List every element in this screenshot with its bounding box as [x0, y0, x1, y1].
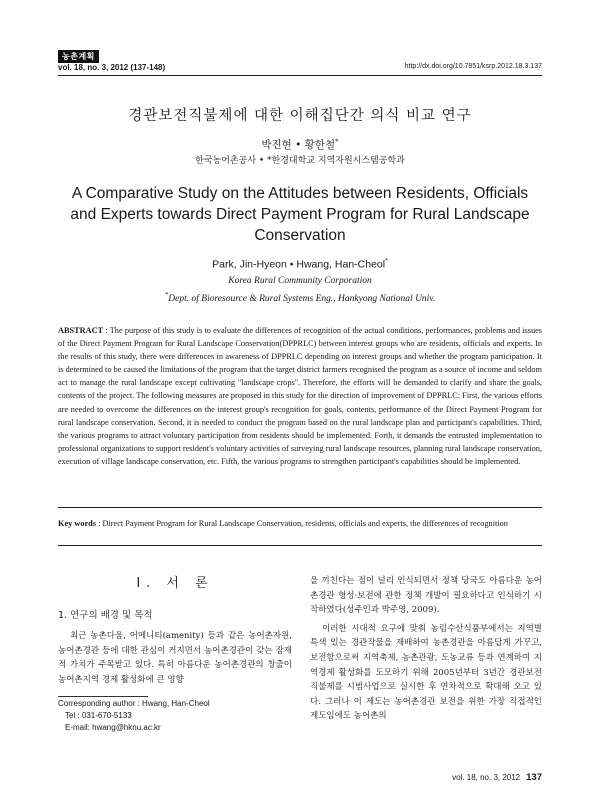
volume-info: vol. 18, no. 3, 2012 (137-148)	[58, 63, 166, 72]
affiliation-korean: 한국농어촌공사 • *한경대학교 지역자원시스템공학과	[195, 156, 405, 166]
keywords-text: : Direct Payment Program for Rural Landscape Conservation, residents, officials and experts, the differences of recognition	[98, 519, 508, 528]
author-email[interactable]: E-mail: hwang@hknu.ac.kr	[65, 722, 161, 732]
footnote	[58, 698, 298, 733]
department-english: *Dept. of Bioresource & Rural Systems Eng., Hankyong National Univ.	[164, 291, 436, 305]
right-column	[310, 574, 542, 724]
keywords	[58, 517, 542, 530]
body-paragraph-right-1: 을 끼친다는 점이 널리 인식되면서 정책 당국도 아름다운 농어촌경관 형성·보전에 관한 정책 개발이 필요하다고 인식하기 시작하였다(성주인과 박주영, 2009).	[310, 576, 542, 616]
body-paragraph-left: 최근 농촌다움, 어메니티(amenity) 등과 같은 농어촌자원, 농어촌경관 등에 대한 관심이 커지면서 농어촌경관이 갖는 잠재적 가치가 주목받고 있다. 특히 아름다운 농어촌경관의 창출이 농어촌지역 경제 활성화에 큰 영향	[58, 631, 292, 685]
header-rule	[58, 75, 542, 76]
left-column	[58, 562, 292, 687]
authors-korean: 박진현 • 황한철*	[261, 137, 339, 151]
body-paragraph-right-2: 이러한 시대적 요구에 맞춰 농림수산식품부에서는 지역별 특색 있는 경관작물을 재배하여 농촌경관을 아름답게 가꾸고, 보전함으로써 지역축제, 농촌관광, 도농교류 등과 연계하여 지역경제 활성화를 도모하기 위해 2005년부터 3년간 경관보전직불제를 시범사업으로 실시한 후 연차적으로 확대해 오고 있다. 그러나 이 제도는 농어촌경관 보전을 위한 가장 직접적인 제도임에도 농어촌의	[310, 623, 542, 722]
section-heading: I. 서 론	[136, 576, 214, 591]
footer-journal: vol. 18, no. 3, 2012	[452, 773, 521, 782]
keywords-rule	[58, 545, 542, 546]
doi-link[interactable]: http://dx.doi.org/10.7851/ksrp.2012.18.3.137	[404, 63, 542, 70]
authors-korean-mark: *	[335, 137, 339, 146]
department-english-mark: *	[164, 291, 169, 299]
organization-english: Korea Rural Community Corporation	[228, 276, 372, 286]
abstract-rule	[58, 507, 542, 508]
authors-english: Park, Jin-Hyeon • Hwang, Han-Cheol*	[212, 258, 388, 271]
footnote-rule	[58, 696, 148, 697]
keywords-label: Key words	[58, 519, 97, 528]
title-english: A Comparative Study on the Attitudes between Residents, Officials and Experts towards Direct Payment Program for Rural Landscape Conservation	[70, 185, 530, 244]
subsection-heading: 1. 연구의 배경 및 목적	[58, 610, 153, 621]
journal-badge: 농촌계획	[58, 50, 99, 63]
abstract-text: : The purpose of this study is to evaluate the differences of recognition of the actual conditions, performances, problems and issues of the Direct Payment Program for Rural Landscape Conservation(DPPRLC) between interest groups who are residents, officials and experts. In the results of this study, there were differences in awareness of DPPRLC depending on interest groups and whether the program participation. It is determined to be caused the limitations of the program that the target district farmers recognised the program as a source of income and seldom act to manage the rural landscape except cultivating "landscape crops". Therefore, the efforts will be demanded to clarify and share the goals, contents of the project. The following measures are proposed in this study for the direction of improvement of DPPRLC: First, the various efforts are needed to overcome the differences on the interest group's recognition for goals, contents, performance of the Direct Payment Program for rural landscape conservation. Second, it is needed to conduct the program based on the rural landscape plan and participant's capabilities. Third, the various programs to attract voluntary participation from residents should be implemented. Forth, it demands the entrusted implementation to professional organizations to support resident's voluntary activities of surveying rural landscape resources, planning rural landscape conservation, execution of village landscape conservation, etc. Fifth, the various programs to strengthen participant's capabilities should be implemented.	[58, 326, 542, 466]
corresponding-author: Corresponding author : Hwang, Han-Cheol	[58, 699, 210, 708]
page-number: 137	[526, 772, 542, 783]
abstract-label: ABSTRACT	[58, 326, 104, 335]
page-footer	[452, 772, 542, 783]
abstract	[58, 324, 542, 468]
authors-english-mark: *	[385, 258, 388, 265]
title-korean: 경관보전직불제에 대한 이해집단간 의식 비교 연구	[128, 108, 472, 124]
author-phone: Tel : 031-670-5133	[65, 710, 132, 720]
